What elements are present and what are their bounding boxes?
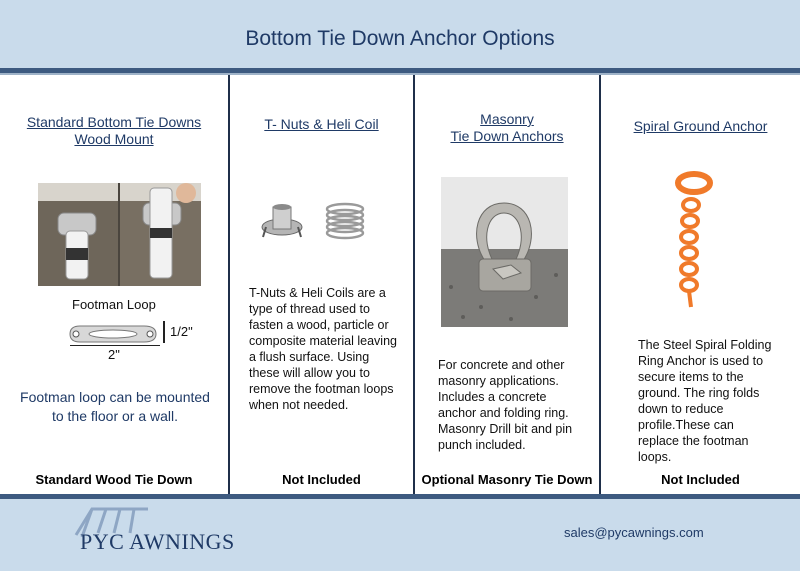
- column-spiral: [601, 75, 800, 496]
- dim-width-line: [70, 345, 160, 346]
- column-footer: Standard Wood Tie Down: [35, 472, 193, 487]
- heli-coil-icon: [323, 201, 367, 243]
- column-title: T- Nuts & Heli Coil: [264, 116, 379, 132]
- header-band: [0, 0, 800, 68]
- column-title: Standard Bottom Tie Downs Wood Mount: [26, 114, 202, 147]
- contact-email[interactable]: sales@pycawnings.com: [564, 525, 704, 540]
- footman-loop-photo: [38, 183, 201, 286]
- spiral-anchor-icon: [669, 171, 719, 311]
- column-title: Spiral Ground Anchor: [633, 118, 768, 134]
- footman-loop-caption: Footman Loop: [72, 297, 156, 312]
- dim-height-bracket: [163, 321, 165, 343]
- column-footer: Not Included: [661, 472, 740, 487]
- t-nut-icon: [260, 201, 304, 241]
- column-footer: Optional Masonry Tie Down: [421, 472, 593, 487]
- column-body: Footman loop can be mounted to the floor or a wall.: [20, 389, 210, 424]
- column-footer: Not Included: [282, 472, 361, 487]
- column-tnuts: [230, 75, 413, 496]
- logo-text: PYC AWNINGS: [80, 529, 235, 554]
- footer-band: [0, 499, 800, 571]
- dim-width-label: 2": [108, 347, 120, 362]
- column-body: T-Nuts & Heli Coils are a type of thread used to fasten a wood, particle or composite material leaving a flush surface. Using these will allow you to remove the footman loops when not needed.: [249, 286, 397, 412]
- column-body: The Steel Spiral Folding Ring Anchor is used to secure items to the ground. The ring folds down to reduce profile.These can replace the footman loops.: [638, 338, 772, 464]
- column-masonry: [415, 75, 599, 496]
- column-title: Masonry Tie Down Anchors: [450, 111, 564, 144]
- column-wood-mount: [0, 75, 228, 496]
- column-body: For concrete and other masonry applications. Includes a concrete anchor and folding ring. Masonry Drill bit and pin punch included.: [438, 358, 573, 452]
- masonry-anchor-photo: [441, 177, 568, 327]
- dim-height-label: 1/2": [170, 324, 193, 339]
- page-title: Bottom Tie Down Anchor Options: [245, 27, 555, 50]
